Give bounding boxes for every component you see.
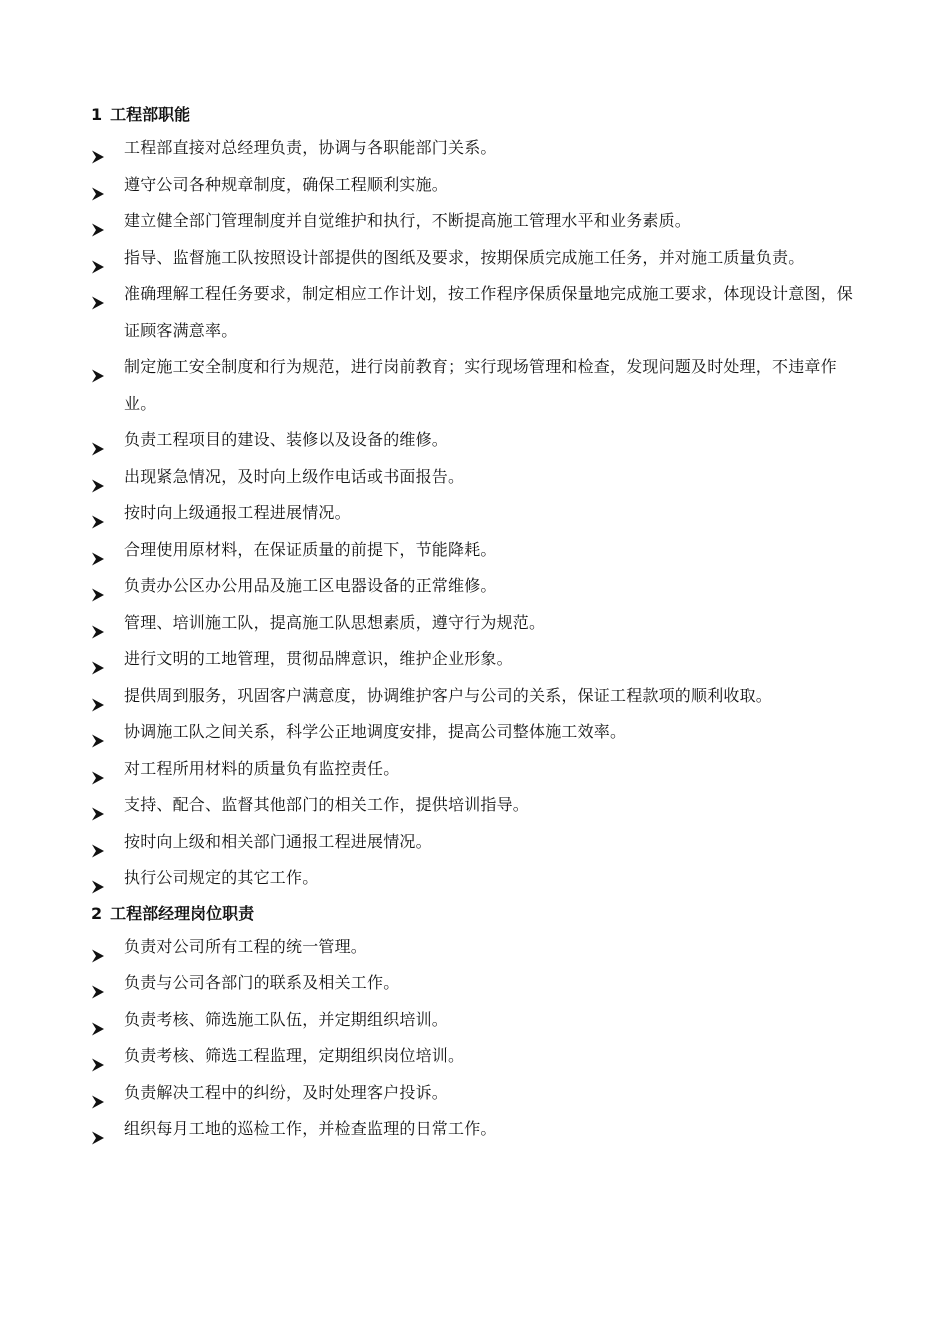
list-item [91,751,861,788]
list-item [91,1002,861,1039]
arrow-bullet-icon [91,798,105,812]
list-item [91,276,861,349]
arrow-bullet-icon [91,287,105,301]
arrow-bullet-icon [91,579,105,593]
list-item-text: 按时向上级通报工程进展情况。 [124,503,351,522]
section-heading [91,98,861,130]
list-item [91,240,861,277]
list-item [91,860,861,897]
section-title: 工程部职能 [110,105,191,124]
list-item [91,714,861,751]
list-item [91,824,861,861]
arrow-bullet-icon [91,251,105,265]
section-title: 工程部经理岗位职责 [110,903,255,923]
list-item-text: 按时向上级和相关部门通报工程进展情况。 [124,831,432,851]
list-item-text: 指导、监督施工队按照设计部提供的图纸及要求，按期保质完成施工任务，并对施工质量负责。 [124,247,805,267]
arrow-bullet-icon [91,141,105,155]
list-item [91,1111,861,1148]
arrow-bullet-icon [91,835,105,849]
arrow-bullet-icon [91,543,105,557]
arrow-bullet-icon [91,1086,105,1100]
list-item [91,1075,861,1112]
list-item-text: 准确理解工程任务要求，制定相应工作计划，按工作程序保质保量地完成施工要求，体现设计意图，保证顾客满意率。 [124,284,854,340]
list-item-text: 负责考核、筛选施工队伍，并定期组织培训。 [124,1009,449,1029]
list-item [91,422,861,459]
arrow-bullet-icon [91,214,105,228]
list-item [91,605,861,642]
list-item-text: 建立健全部门管理制度并自觉维护和执行，不断提高施工管理水平和业务素质。 [124,211,692,230]
list-item [91,641,861,678]
list-item [91,1038,861,1075]
section-number: 1 [91,105,103,124]
list-item [91,130,861,167]
list-item-text: 遵守公司各种规章制度，确保工程顺利实施。 [124,174,449,194]
arrow-bullet-icon [91,976,105,990]
list-item [91,965,861,1002]
section-number: 2 [91,903,103,923]
list-item-text: 对工程所用材料的质量负有监控责任。 [124,758,400,778]
list-item-text: 负责办公区办公用品及施工区电器设备的正常维修。 [124,576,497,595]
arrow-bullet-icon [91,762,105,776]
list-item-text: 协调施工队之间关系，科学公正地调度安排，提高公司整体施工效率。 [124,722,627,741]
list-item-text: 进行文明的工地管理，贯彻品牌意识，维护企业形象。 [124,649,513,668]
list-item [91,787,861,824]
list-item-text: 负责对公司所有工程的统一管理。 [124,936,368,956]
section-heading [91,897,861,929]
arrow-bullet-icon [91,1049,105,1063]
list-item-text: 制定施工安全制度和行为规范，进行岗前教育；实行现场管理和检查，发现问题及时处理，不违章作业。 [124,357,837,413]
arrow-bullet-icon [91,725,105,739]
list-item [91,532,861,569]
arrow-bullet-icon [91,470,105,484]
arrow-bullet-icon [91,360,105,374]
list-item [91,459,861,496]
arrow-bullet-icon [91,616,105,630]
list-item-text: 负责考核、筛选工程监理，定期组织岗位培训。 [124,1046,465,1065]
list-item-text: 负责与公司各部门的联系及相关工作。 [124,973,400,992]
list-item-text: 工程部直接对总经理负责，协调与各职能部门关系。 [124,138,497,157]
list-item-text: 执行公司规定的其它工作。 [124,868,319,887]
arrow-bullet-icon [91,1013,105,1027]
list-item-text: 负责工程项目的建设、装修以及设备的维修。 [124,430,449,449]
list-item [91,349,861,422]
list-item-text: 支持、配合、监督其他部门的相关工作，提供培训指导。 [124,795,530,814]
list-item [91,203,861,240]
arrow-bullet-icon [91,652,105,666]
arrow-bullet-icon [91,940,105,954]
arrow-bullet-icon [91,871,105,885]
arrow-bullet-icon [91,1122,105,1136]
document-content [91,98,861,1148]
list-item [91,678,861,715]
arrow-bullet-icon [91,689,105,703]
arrow-bullet-icon [91,433,105,447]
list-item-text: 管理、培训施工队，提高施工队思想素质，遵守行为规范。 [124,612,546,632]
list-item-text: 合理使用原材料，在保证质量的前提下，节能降耗。 [124,539,497,559]
list-item-text: 负责解决工程中的纠纷，及时处理客户投诉。 [124,1082,449,1102]
list-item-text: 出现紧急情况，及时向上级作电话或书面报告。 [124,466,465,486]
list-item-text: 提供周到服务，巩固客户满意度，协调维护客户与公司的关系，保证工程款项的顺利收取。 [124,685,773,705]
arrow-bullet-icon [91,506,105,520]
arrow-bullet-icon [91,178,105,192]
list-item [91,167,861,204]
list-item [91,495,861,532]
list-item [91,929,861,966]
list-item [91,568,861,605]
list-item-text: 组织每月工地的巡检工作，并检查监理的日常工作。 [124,1119,497,1138]
